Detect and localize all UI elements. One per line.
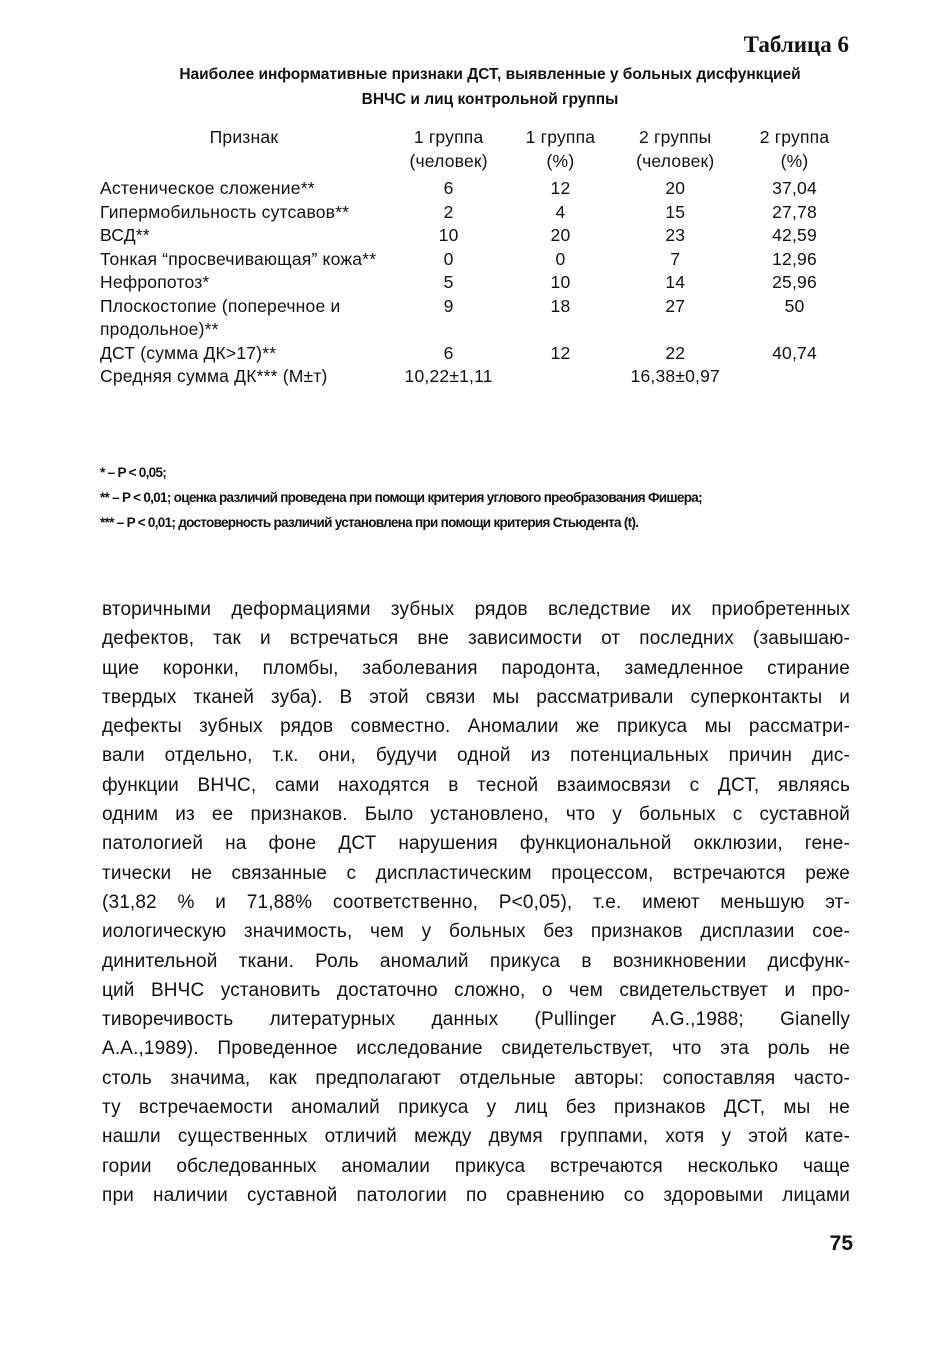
header-cell-group2-percent xyxy=(734,126,855,177)
feature-cell: Тонкая “просвечивающая” кожа** xyxy=(100,248,377,269)
header-text: (%) xyxy=(780,150,809,171)
feature-cell: ДСТ (сумма ДК>17)** xyxy=(100,342,277,363)
table-row xyxy=(95,342,855,366)
value-cell xyxy=(734,365,855,389)
note-line: *** – P < 0,01; достоверность различий установлена при помощи критерия Стьюдента (t). xyxy=(100,515,639,530)
note-line: ** – P < 0,01; оценка различий проведена при помощи критерия углового преобразования Фишера; xyxy=(100,490,702,505)
table-row xyxy=(95,365,855,389)
value-cell: 27,78 xyxy=(772,201,817,222)
value-cell: 10 xyxy=(438,225,459,245)
value-cell: 0 xyxy=(555,248,566,269)
header-cell-group2-count xyxy=(616,126,734,177)
table-row xyxy=(95,201,855,225)
body-line: при наличии суставной патологии по сравнению со здоровыми лицами xyxy=(102,1184,850,1206)
value-cell: 12 xyxy=(550,342,571,363)
body-line: функции ВНЧС, сами находятся в тесной взаимосвязи с ДСТ, являясь xyxy=(102,774,850,796)
feature-cell: Средняя сумма ДК*** (M±т) xyxy=(100,366,328,386)
note-line: * – P < 0,05; xyxy=(100,465,167,480)
body-line: вали отдельно, т.к. они, будучи одной из потенциальных причин дис- xyxy=(102,745,850,767)
value-cell: 20 xyxy=(550,225,571,245)
body-line: столь значима, как предполагают отдельные авторы: сопоставляя часто- xyxy=(102,1067,850,1089)
table-title-line: Наиболее информативные признаки ДСТ, выявленные у больных дисфункцией xyxy=(179,66,801,83)
header-text: 2 группы xyxy=(639,127,712,147)
header-text: (%) xyxy=(546,150,575,171)
value-cell: 0 xyxy=(443,248,454,269)
value-cell: 23 xyxy=(665,225,686,245)
header-text: (человек) xyxy=(636,150,715,171)
value-cell: 10,22±1,11 xyxy=(404,366,493,386)
value-cell: 12 xyxy=(550,178,571,198)
body-line: дефекты зубных рядов совместно. Аномалии же прикуса мы рассматри- xyxy=(102,716,850,738)
body-line: патологией на фоне ДСТ нарушения функциональной окклюзии, гене- xyxy=(102,833,850,855)
table-label: Таблица 6 xyxy=(743,32,849,57)
feature-cell: Нефропотоз* xyxy=(100,272,210,292)
feature-cell: ВСД** xyxy=(100,225,150,245)
table-title xyxy=(100,62,880,112)
value-cell: 27 xyxy=(665,295,686,316)
value-cell: 25,96 xyxy=(772,272,817,292)
body-line: ту встречаемости аномалий прикуса у лиц без признаков ДСТ, мы не xyxy=(102,1097,850,1119)
body-line: иологическую значимость, чем у больных без признаков дисплазии сое- xyxy=(102,921,850,943)
value-cell: 50 xyxy=(784,295,805,316)
table-title-line: ВНЧС и лиц контрольной группы xyxy=(361,91,619,108)
value-cell: 37,04 xyxy=(772,178,817,198)
body-line: ций ВНЧС установить достаточно сложно, о чем свидетельствует и про- xyxy=(102,979,850,1001)
body-line: твердых тканей зуба). В этой связи мы рассматривали суперконтакты и xyxy=(102,686,850,708)
table-row xyxy=(95,177,855,201)
value-cell: 14 xyxy=(665,272,686,292)
header-text: 1 группа xyxy=(525,127,596,147)
value-cell: 9 xyxy=(443,295,454,316)
header-cell-feature xyxy=(95,126,393,177)
value-cell xyxy=(504,365,616,389)
value-cell: 6 xyxy=(443,178,454,198)
value-cell: 42,59 xyxy=(772,225,817,245)
body-line: тически не связанные с диспластическим процессом, встречаются реже xyxy=(102,862,850,884)
header-text: (человек) xyxy=(409,150,488,171)
value-cell: 22 xyxy=(665,342,686,363)
value-cell: 10 xyxy=(550,272,571,292)
body-line: динительной ткани. Роль аномалий прикуса в возникновении дисфунк- xyxy=(102,950,850,972)
body-line: вторичными деформациями зубных рядов вследствие их приобретенных xyxy=(102,599,850,620)
table-row xyxy=(95,295,855,342)
data-table xyxy=(95,126,855,389)
value-cell: 15 xyxy=(665,201,686,222)
value-cell: 16,38±0,97 xyxy=(630,366,720,386)
body-line: дефектов, так и встречаться вне зависимости от последних (завышаю- xyxy=(102,628,850,650)
table-row xyxy=(95,224,855,248)
body-line: гории обследованных аномалии прикуса встречаются несколько чаще xyxy=(102,1155,850,1177)
body-line: A.A.,1989). Проведенное исследование свидетельствует, что эта роль не xyxy=(102,1038,850,1060)
value-cell: 5 xyxy=(443,272,454,292)
header-text: 1 группа xyxy=(413,127,484,147)
value-cell: 6 xyxy=(443,342,454,363)
body-line: одним из ее признаков. Было установлено, что у больных с суставной xyxy=(102,804,850,826)
page-number: 75 xyxy=(829,1232,853,1255)
table-row xyxy=(95,271,855,295)
feature-cell: Астеническое сложение** xyxy=(100,178,315,198)
table-body xyxy=(95,177,855,389)
table-notes xyxy=(100,460,702,535)
table-header-row xyxy=(95,126,855,177)
value-cell: 2 xyxy=(443,201,454,222)
body-paragraph xyxy=(102,595,850,1210)
value-cell: 40,74 xyxy=(772,342,817,363)
feature-cell: Плоскостопие (поперечное и продольное)** xyxy=(100,295,341,339)
value-cell: 18 xyxy=(550,295,571,316)
value-cell: 4 xyxy=(555,201,566,222)
value-cell: 12,96 xyxy=(772,248,817,269)
value-cell: 7 xyxy=(670,248,681,269)
header-cell-group1-percent xyxy=(504,126,616,177)
body-line: тиворечивость литературных данных (Pullinger A.G.,1988; Gianelly xyxy=(102,1009,850,1031)
header-text: 2 группа xyxy=(759,127,830,147)
body-line: нашли существенных отличий между двумя группами, хотя у этой кате- xyxy=(102,1126,850,1148)
body-line: щие коронки, пломбы, заболевания пародонта, замедленное стирание xyxy=(102,657,850,679)
header-cell-group1-count xyxy=(393,126,505,177)
value-cell: 20 xyxy=(665,178,686,198)
feature-cell: Гипермобильность сутсавов** xyxy=(100,201,350,222)
body-line: (31,82 % и 71,88% соответственно, P<0,05), т.е. имеют меньшую эт- xyxy=(102,891,850,913)
header-text: Признак xyxy=(209,127,279,147)
table-row xyxy=(95,248,855,272)
